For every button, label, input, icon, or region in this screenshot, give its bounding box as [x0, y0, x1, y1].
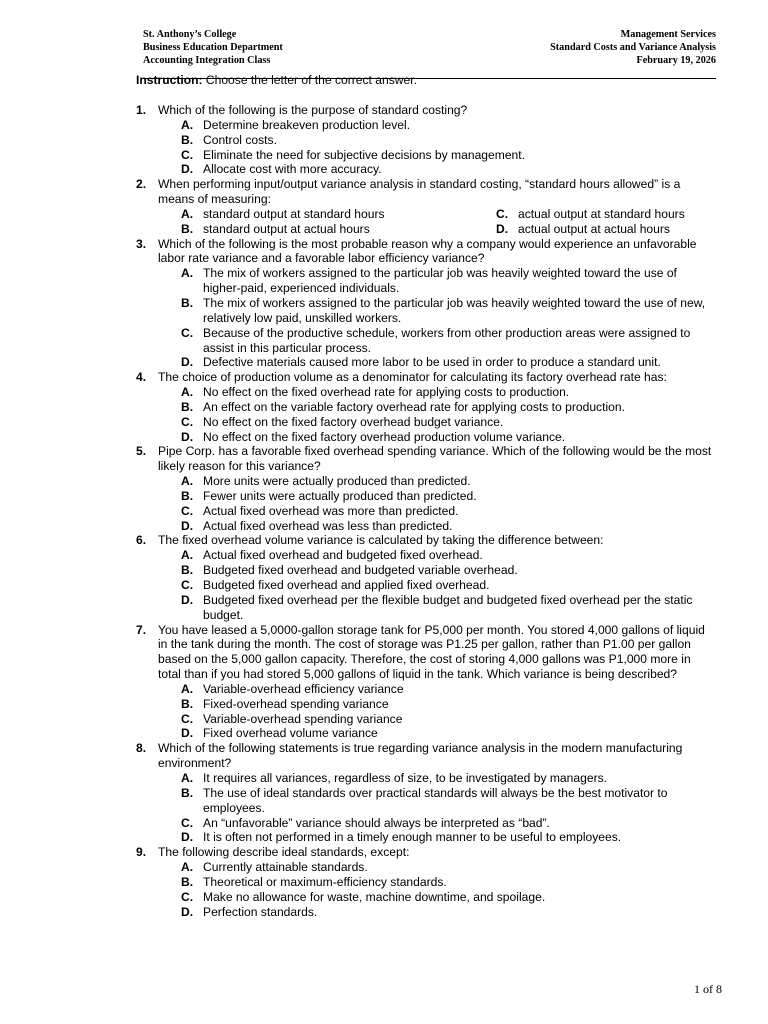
answer-option [181, 860, 711, 875]
option-letter: D. [181, 162, 194, 177]
answer-option [181, 266, 711, 296]
option-text: It requires all variances, regardless of size, to be investigated by managers. [203, 770, 608, 785]
question-number: 7. [136, 622, 147, 637]
option-text: Budgeted fixed overhead and applied fixed overhead. [203, 578, 490, 592]
header-right [550, 28, 716, 67]
answer-option [181, 326, 711, 356]
option-letter: C. [181, 711, 194, 726]
question-text: The fixed overhead volume variance is calculated by taking the difference between: [158, 533, 604, 548]
school-name: St. Anthony’s College [143, 29, 237, 40]
answer-option [181, 504, 711, 519]
option-text: standard output at standard hours [203, 206, 385, 221]
question-text: The choice of production volume as a denominator for calculating its factory overhead rate has: [158, 370, 667, 385]
question-7 [0, 623, 768, 742]
option-text: No effect on the fixed factory overhead production volume variance. [203, 429, 566, 444]
topic-name: Standard Costs and Variance Analysis [550, 42, 716, 53]
option-text: The mix of workers assigned to the particular job was heavily weighted toward the use of higher-paid, experienced individuals. [203, 266, 677, 296]
option-text: Budgeted fixed overhead per the flexible budget and budgeted fixed overhead per the static budget. [203, 592, 693, 622]
answer-option [181, 385, 711, 400]
option-letter: C. [496, 206, 509, 221]
answer-option [181, 712, 711, 727]
question-number: 3. [136, 236, 147, 251]
answer-option [181, 400, 711, 415]
subject-name: Management Services [620, 29, 716, 40]
question-number: 8. [136, 741, 147, 756]
answer-option [181, 771, 711, 786]
answer-options [181, 682, 711, 741]
option-text: The mix of workers assigned to the particular job was heavily weighted toward the use of new, relatively low paid, unskilled workers. [203, 295, 706, 325]
question-number: 5. [136, 444, 147, 459]
question-list [0, 103, 768, 919]
question-number: 2. [136, 177, 147, 192]
answer-option [181, 162, 711, 177]
option-letter: D. [181, 904, 194, 919]
option-text: Variable-overhead efficiency variance [203, 681, 404, 696]
option-letter: C. [181, 414, 194, 429]
answer-option [181, 519, 711, 534]
option-text: Eliminate the need for subjective decisions by management. [203, 147, 526, 162]
question-1 [0, 103, 768, 177]
answer-options [181, 385, 711, 444]
option-letter: B. [181, 295, 194, 310]
answer-option [181, 697, 711, 712]
option-text: Control costs. [203, 132, 277, 147]
answer-option [496, 207, 716, 222]
question-9 [0, 845, 768, 919]
answer-option [181, 207, 496, 222]
option-letter: D. [181, 592, 194, 607]
answer-option [181, 905, 711, 920]
question-4 [0, 370, 768, 444]
answer-options [181, 207, 716, 237]
option-letter: A. [181, 117, 194, 132]
option-letter: D. [181, 429, 194, 444]
option-letter: C. [181, 815, 194, 830]
instruction [136, 73, 417, 88]
question-text: Which of the following statements is true regarding variance analysis in the modern manufacturing environment? [158, 741, 683, 771]
answer-option [181, 430, 711, 445]
option-text: No effect on the fixed overhead rate for applying costs to production. [203, 385, 570, 400]
page-header [143, 28, 716, 79]
option-text: Actual fixed overhead was less than predicted. [203, 518, 453, 533]
option-letter: D. [181, 726, 194, 741]
answer-option [181, 118, 711, 133]
answer-options [181, 771, 711, 845]
option-text: It is often not performed in a timely enough manner to be useful to employees. [203, 830, 622, 845]
option-text: Actual fixed overhead was more than predicted. [203, 503, 459, 518]
option-text: Fewer units were actually produced than predicted. [203, 488, 477, 503]
option-text: Fixed-overhead spending variance [203, 696, 389, 711]
question-5 [0, 444, 768, 533]
answer-option [181, 682, 711, 697]
answer-option [181, 830, 711, 845]
instruction-label: Instruction: [136, 73, 203, 87]
option-letter: D. [181, 830, 194, 845]
option-text: An effect on the variable factory overhead rate for applying costs to production. [203, 399, 625, 414]
question-text: Which of the following is the most probable reason why a company would experience an unfavorable labor rate variance and a favorable labor efficiency variance? [158, 236, 697, 266]
answer-options [181, 118, 711, 177]
answer-option [181, 548, 711, 563]
page-number: 1 of 8 [694, 982, 722, 996]
answer-option [181, 474, 711, 489]
option-letter: A. [181, 770, 194, 785]
option-letter: B. [181, 221, 194, 236]
question-number: 4. [136, 370, 147, 385]
option-text: Currently attainable standards. [203, 860, 368, 875]
answer-option [181, 489, 711, 504]
option-letter: D. [496, 221, 509, 236]
option-letter: A. [181, 681, 194, 696]
option-text: Fixed overhead volume variance [203, 726, 378, 741]
option-text: Determine breakeven production level. [203, 117, 411, 132]
option-letter: C. [181, 889, 194, 904]
option-letter: C. [181, 503, 194, 518]
answer-options [181, 548, 711, 622]
option-letter: C. [181, 578, 194, 592]
option-letter: C. [181, 325, 194, 340]
question-number: 6. [136, 533, 147, 548]
option-text: The use of ideal standards over practical standards will always be the best motivator to employees. [203, 785, 668, 815]
answer-option [181, 816, 711, 831]
option-text: Theoretical or maximum-efficiency standards. [203, 874, 447, 889]
option-text: Make no allowance for waste, machine downtime, and spoilage. [203, 889, 546, 904]
exam-date: February 19, 2026 [636, 55, 716, 66]
option-letter: B. [181, 563, 194, 578]
option-text: standard output at actual hours [203, 221, 370, 236]
option-text: No effect on the fixed factory overhead budget variance. [203, 414, 504, 429]
answer-option [181, 726, 711, 741]
question-text: The following describe ideal standards, except: [158, 845, 410, 860]
option-text: actual output at actual hours [518, 221, 670, 236]
answer-options [181, 860, 711, 919]
answer-option [181, 786, 711, 816]
option-letter: A. [181, 266, 194, 281]
option-letter: D. [181, 355, 194, 370]
answer-option [181, 133, 711, 148]
option-letter: C. [181, 147, 194, 162]
question-text: Which of the following is the purpose of standard costing? [158, 103, 468, 117]
option-letter: A. [181, 206, 194, 221]
option-letter: B. [181, 696, 194, 711]
option-text: Allocate cost with more accuracy. [203, 162, 382, 177]
question-text: When performing input/output variance analysis in standard costing, “standard hours allowed” is a means of measuring: [158, 177, 681, 207]
instruction-text: Choose the letter of the correct answer. [202, 73, 417, 87]
question-3 [0, 237, 768, 371]
answer-options [181, 474, 711, 533]
question-8 [0, 741, 768, 845]
answer-option [181, 563, 711, 578]
answer-option [181, 593, 711, 623]
option-letter: B. [181, 874, 194, 889]
header-left [143, 28, 283, 67]
answer-option [181, 415, 711, 430]
question-number: 9. [136, 845, 147, 860]
class-name: Accounting Integration Class [143, 55, 271, 66]
option-text: Defective materials caused more labor to be used in order to produce a standard unit. [203, 355, 661, 370]
answer-options [181, 266, 711, 370]
option-letter: A. [181, 548, 194, 563]
option-text: actual output at standard hours [518, 206, 685, 221]
answer-option [181, 222, 496, 237]
option-letter: B. [181, 132, 194, 147]
option-letter: B. [181, 399, 194, 414]
answer-option [181, 148, 711, 163]
option-letter: A. [181, 474, 194, 489]
question-text: You have leased a 5,0000-gallon storage tank for P5,000 per month. You stored 4,000 gallons of liquid in the tank during the month. The cost of storage was P1.25 per gallon, rather than P1.00 per gallon based on the 5,000 gallon capacity. Therefore, the cost of storing 4,000 gallons was P1,000 more in total than if you had stored 5,000 gallons of liquid in the tank. Which variance is being described? [158, 622, 705, 682]
answer-option [496, 222, 716, 237]
option-letter: D. [181, 518, 194, 533]
option-letter: A. [181, 385, 194, 400]
option-text: Because of the productive schedule, workers from other production areas were assigned to assist in this particular process. [203, 325, 691, 355]
question-text: Pipe Corp. has a favorable fixed overhead spending variance. Which of the following would be the most likely reason for this variance? [158, 444, 712, 474]
question-6 [0, 533, 768, 622]
department-name: Business Education Department [143, 42, 283, 53]
question-number: 1. [136, 103, 147, 117]
answer-option [181, 578, 711, 593]
option-text: An “unfavorable” variance should always be interpreted as “bad”. [203, 815, 550, 830]
question-2 [0, 177, 768, 236]
option-text: Actual fixed overhead and budgeted fixed overhead. [203, 548, 483, 563]
answer-option [181, 296, 711, 326]
option-text: Budgeted fixed overhead and budgeted variable overhead. [203, 563, 518, 578]
option-text: Perfection standards. [203, 904, 318, 919]
option-letter: B. [181, 488, 194, 503]
option-letter: A. [181, 860, 194, 875]
option-text: Variable-overhead spending variance [203, 711, 403, 726]
option-text: More units were actually produced than predicted. [203, 474, 471, 489]
answer-option [181, 875, 711, 890]
answer-option [181, 355, 711, 370]
answer-option [181, 890, 711, 905]
option-letter: B. [181, 785, 194, 800]
